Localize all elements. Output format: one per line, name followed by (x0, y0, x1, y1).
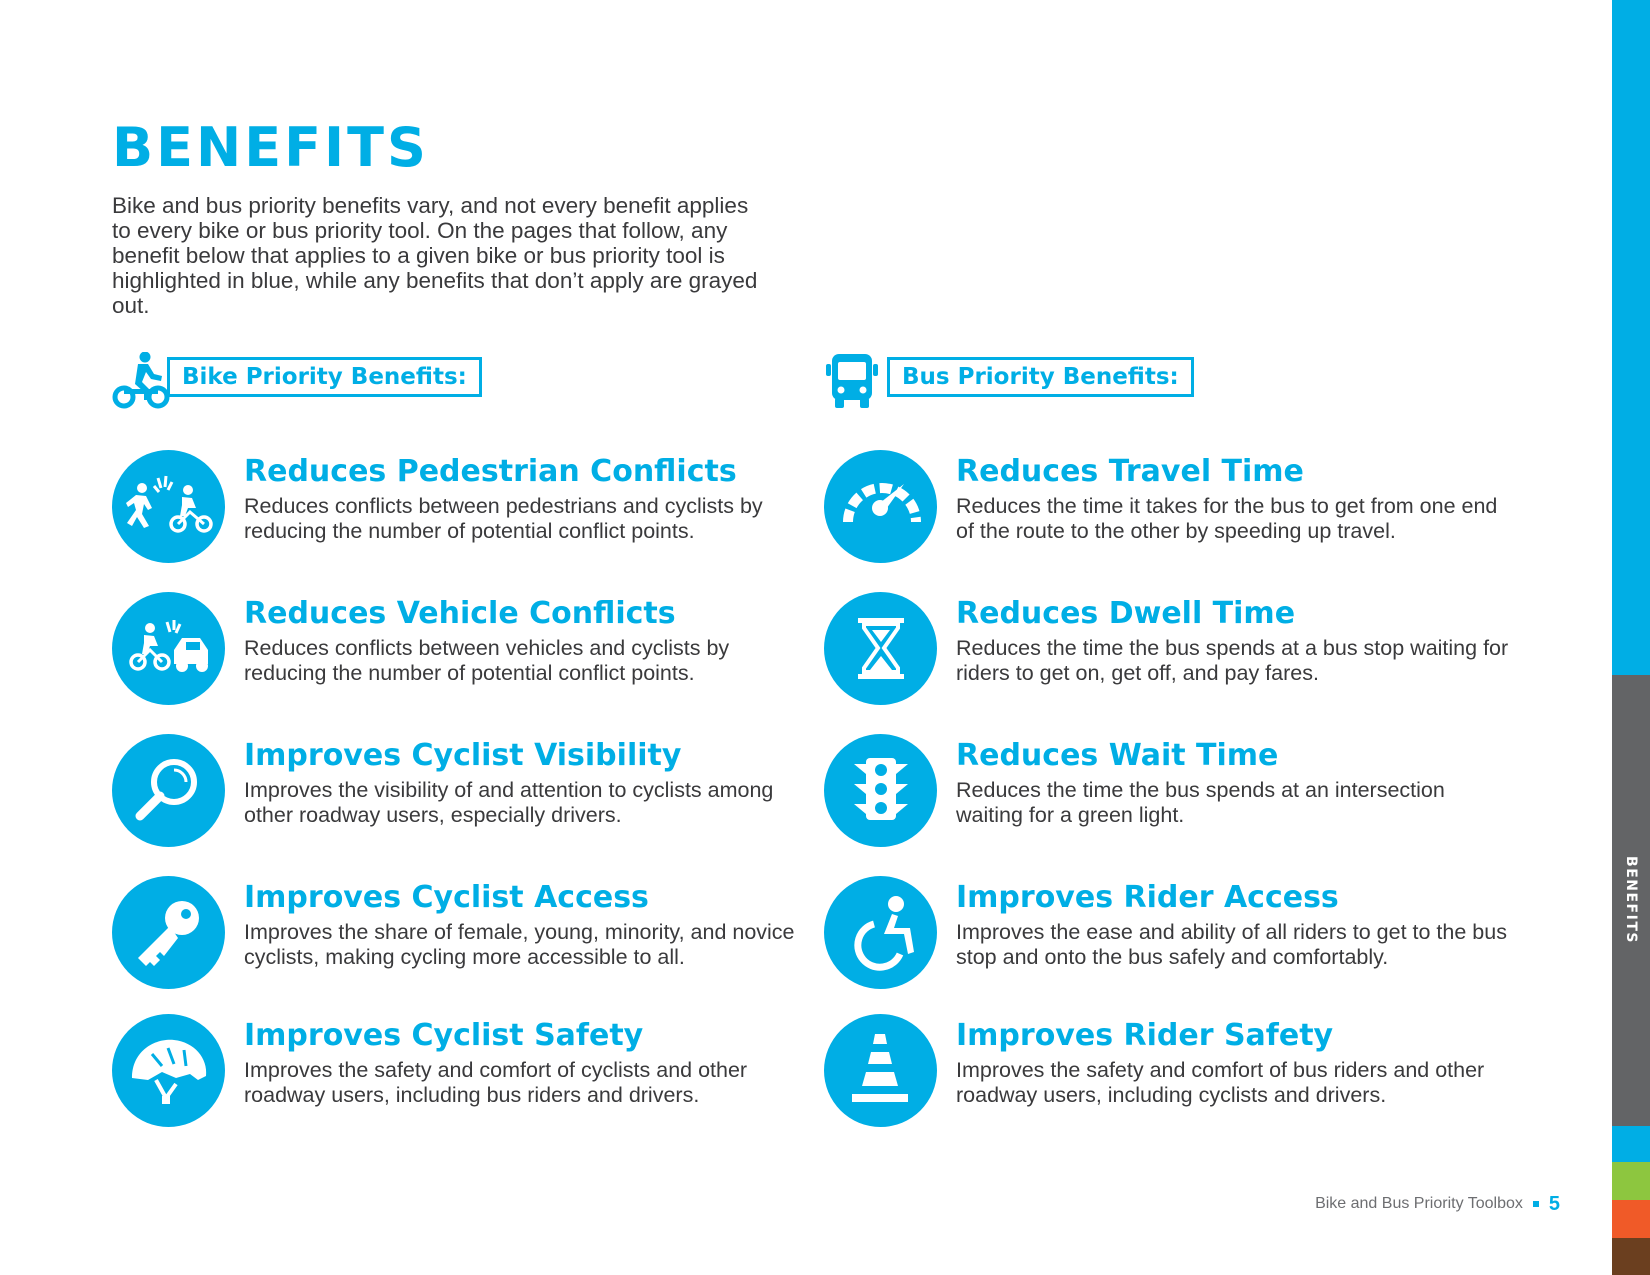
sidebar-tab-strip (1612, 0, 1650, 1275)
benefit-title: Reduces Pedestrian Conflicts (244, 454, 737, 489)
footer-separator (1533, 1201, 1539, 1207)
bike-benefit-item (112, 1014, 792, 1129)
benefit-description: Reduces the time the bus spends at a bus stop waiting for riders to get on, get off, and pay fares. (956, 636, 1509, 685)
pedestrian-cyclist-conflict-icon (112, 450, 225, 563)
cyclist-icon (112, 352, 170, 410)
sidebar-segment (1612, 1200, 1650, 1238)
benefit-description: Reduces the time the bus spends at an intersection waiting for a green light. (956, 778, 1445, 827)
bike-section-title: Bike Priority Benefits: (167, 357, 482, 397)
speedometer-icon (824, 450, 937, 563)
benefit-title: Reduces Wait Time (956, 738, 1279, 773)
benefit-title: Improves Cyclist Visibility (244, 738, 682, 773)
sidebar-segment (1612, 1126, 1650, 1162)
hourglass-icon (824, 592, 937, 705)
benefit-description: Improves the share of female, young, minority, and novice cyclists, making cycling more accessible to all. (244, 920, 795, 969)
traffic-cone-icon (824, 1014, 937, 1127)
benefit-title: Improves Rider Access (956, 880, 1339, 915)
bus-benefit-item (824, 734, 1504, 849)
benefit-description: Improves the safety and comfort of cyclists and other roadway users, including bus riders and drivers. (244, 1058, 748, 1107)
benefit-title: Improves Rider Safety (956, 1018, 1334, 1053)
bus-benefit-item (824, 876, 1507, 991)
benefit-title: Reduces Travel Time (956, 454, 1304, 489)
bus-section-title: Bus Priority Benefits: (887, 357, 1194, 397)
sidebar-segment (1612, 1238, 1650, 1275)
benefit-description: Reduces conflicts between pedestrians and cyclists by reducing the number of potential conflict points. (244, 494, 763, 543)
benefit-description: Improves the safety and comfort of bus riders and other roadway users, including cyclists and drivers. (956, 1058, 1485, 1107)
sidebar-section-label: BENEFITS (1623, 856, 1640, 944)
benefit-title: Improves Cyclist Safety (244, 1018, 644, 1053)
magnifying-glass-icon (112, 734, 225, 847)
benefit-description: Improves the visibility of and attention to cyclists among other roadway users, especially drivers. (244, 778, 774, 827)
sidebar-segment (1612, 1162, 1650, 1200)
bike-benefit-item (112, 734, 792, 849)
benefit-description: Reduces the time it takes for the bus to get from one end of the route to the other by speeding up travel. (956, 494, 1498, 543)
benefit-description: Reduces conflicts between vehicles and cyclists by reducing the number of potential conflict points. (244, 636, 730, 685)
benefit-title: Improves Cyclist Access (244, 880, 649, 915)
bike-benefit-item (112, 592, 792, 707)
bus-benefit-item (824, 450, 1504, 565)
bus-section-header (824, 352, 1179, 400)
bike-benefit-item (112, 450, 792, 565)
page-title: BENEFITS (112, 116, 429, 179)
vehicle-cyclist-conflict-icon (112, 592, 225, 705)
benefit-title: Reduces Vehicle Conflicts (244, 596, 676, 631)
traffic-light-icon (824, 734, 937, 847)
page-footer (1290, 1192, 1560, 1216)
bus-benefit-item (824, 1014, 1504, 1129)
page-number: 5 (1548, 1192, 1560, 1215)
benefit-title: Reduces Dwell Time (956, 596, 1296, 631)
bike-benefit-item (112, 876, 795, 991)
wheelchair-icon (824, 876, 937, 989)
bike-section-header (112, 352, 467, 400)
bus-benefit-item (824, 592, 1509, 707)
footer-title: Bike and Bus Priority Toolbox (1315, 1195, 1523, 1212)
intro-paragraph: Bike and bus priority benefits vary, and not every benefit applies to every bike or bus priority tool. On the pages that follow, any benefit below that applies to a given bike or bus priority tool is highlighted in blue, while any benefits that don’t apply are grayed out. (112, 193, 758, 318)
sidebar-segment (1612, 0, 1650, 675)
bus-icon (824, 352, 880, 410)
benefit-description: Improves the ease and ability of all riders to get to the bus stop and onto the bus safely and comfortably. (956, 920, 1507, 969)
helmet-icon (112, 1014, 225, 1127)
key-icon (112, 876, 225, 989)
sidebar-section-tab[interactable] (1612, 856, 1650, 944)
